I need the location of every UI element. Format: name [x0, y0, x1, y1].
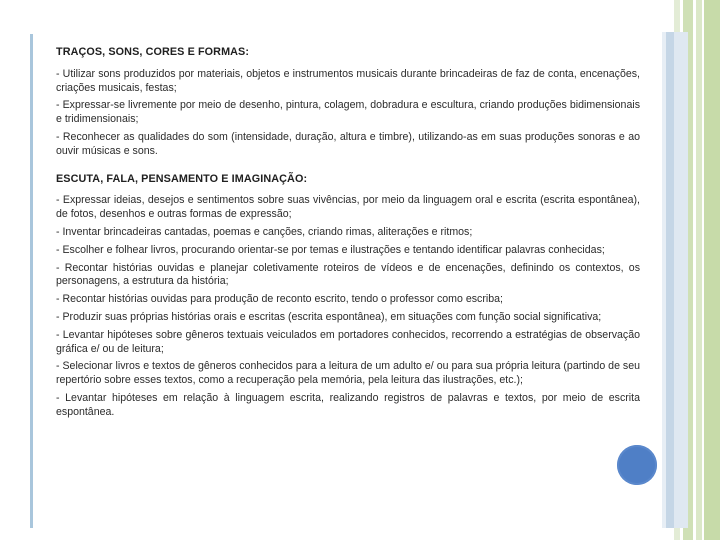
list-item: - Recontar histórias ouvidas para produção de reconto escrito, tendo o professor como escriba; [56, 293, 503, 306]
left-decorative-rule [30, 34, 33, 528]
document-body [56, 46, 640, 424]
list-item: - Recontar histórias ouvidas e planejar coletivamente roteiros de vídeos e de encenações, definindo os contextos, os personagens, a estrutura da história; [56, 261, 640, 288]
blue-circle-decoration [617, 445, 657, 485]
stripe [704, 0, 720, 540]
list-item: - Selecionar livros e textos de gêneros conhecidos para a leitura de um adulto e/ ou para sua própria leitura (partindo de seu repertório sobre esses textos, como a recuperação pela memória, pela leitura das ilustrações, etc.); [56, 360, 640, 387]
right-decorative-panel [662, 32, 688, 528]
list-item: - Expressar-se livremente por meio de desenho, pintura, colagem, dobradura e escultura, criando produções bidimensionais e tridimensionais; [56, 99, 640, 126]
section-title-escuta: ESCUTA, FALA, PENSAMENTO E IMAGINAÇÃO: [56, 172, 308, 185]
list-item: - Escolher e folhear livros, procurando orientar-se por temas e ilustrações e tentando identificar palavras conhecidas; [56, 243, 605, 256]
section-title-tracos: TRAÇOS, SONS, CORES E FORMAS: [56, 46, 250, 58]
list-item: - Inventar brincadeiras cantadas, poemas e canções, criando rimas, aliterações e ritmos; [56, 225, 473, 238]
list-item: - Produzir suas próprias histórias orais e escritas (escrita espontânea), em situações com função social significativa; [56, 310, 602, 323]
list-item: - Reconhecer as qualidades do som (intensidade, duração, altura e timbre), utilizando-as em suas produções sonoras e ao ouvir músicas e sons. [56, 130, 640, 157]
list-item: - Levantar hipóteses sobre gêneros textuais veiculados em portadores conhecidos, recorrendo a estratégias de observação gráfica e/ ou de leitura; [56, 328, 640, 355]
list-item: - Levantar hipóteses em relação à linguagem escrita, realizando registros de palavras e textos, por meio de escrita espontânea. [56, 391, 640, 418]
list-item: - Utilizar sons produzidos por materiais, objetos e instrumentos musicais durante brincadeiras de faz de conta, encenações, criações musicais, festas; [56, 67, 640, 94]
list-item: - Expressar ideias, desejos e sentimentos sobre suas vivências, por meio da linguagem oral e escrita (escrita espontânea), de fotos, desenhos e outras formas de expressão; [56, 194, 640, 221]
